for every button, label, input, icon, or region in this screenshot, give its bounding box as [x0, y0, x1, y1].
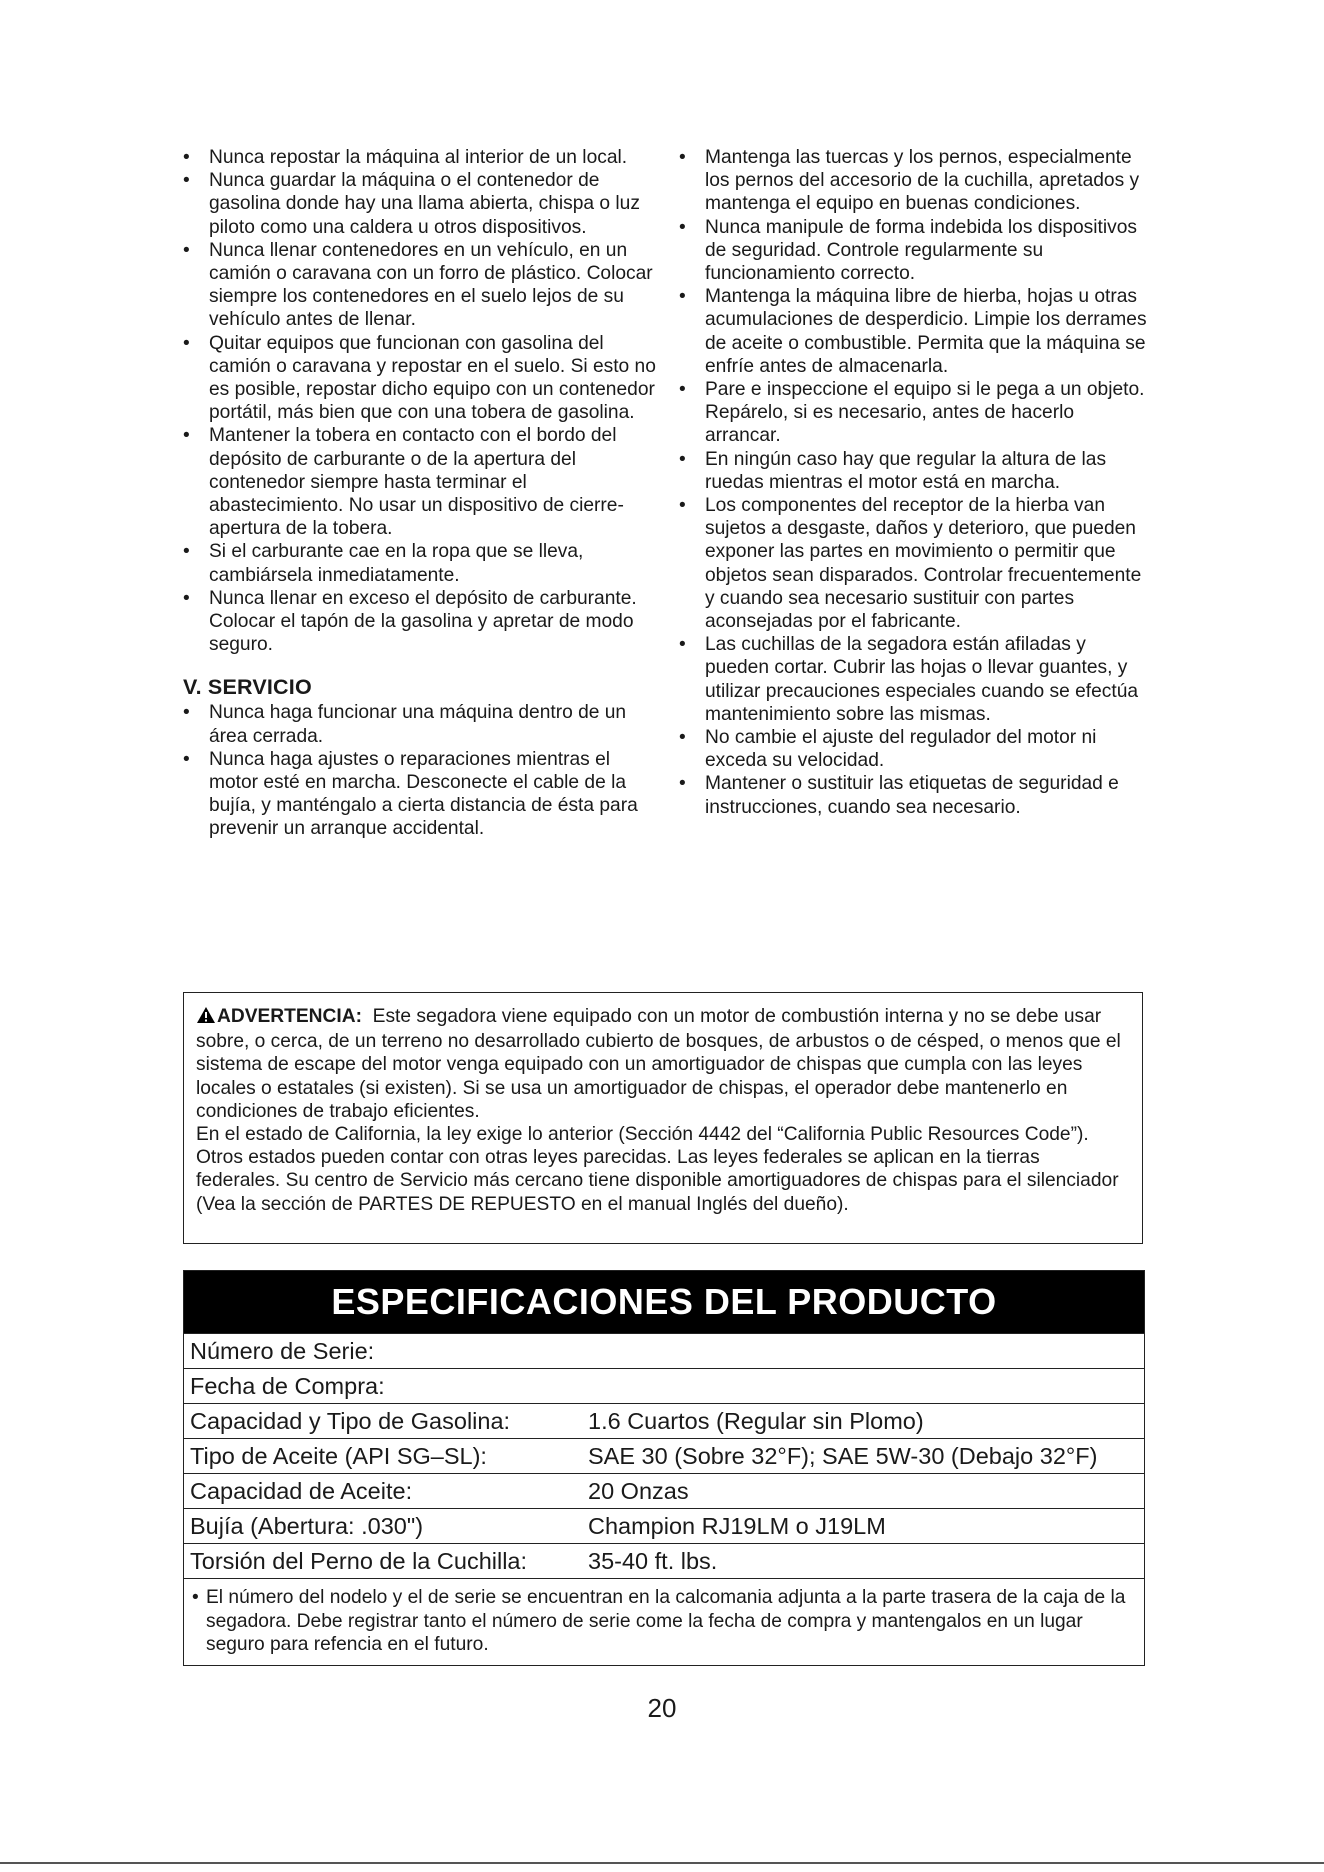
spec-label: Capacidad de Aceite: [190, 1478, 413, 1504]
list-item-text: Nunca guardar la máquina o el contenedor de gasolina donde hay una llama abierta, chispa o luz piloto como una caldera u otros dispositivos. [209, 170, 640, 238]
list-item [679, 285, 1149, 378]
table-row [184, 1368, 1144, 1403]
bullet-icon: • [192, 1587, 199, 1608]
list-item [183, 332, 658, 425]
warning-box [183, 992, 1143, 1244]
list-item-text: Nunca llenar en exceso el depósito de carburante. Colocar el tapón de la gasolina y apretar de modo seguro. [209, 587, 637, 656]
bullet-icon: • [183, 702, 190, 724]
spec-value: 1.6 Cuartos (Regular sin Plomo) [588, 1408, 924, 1434]
list-item [679, 633, 1149, 726]
list-item [679, 448, 1149, 494]
right-column [679, 146, 1149, 819]
bullet-icon: • [183, 425, 190, 447]
list-item [183, 424, 658, 540]
warning-text-1: Este segadora viene equipado con un motor de combustión interna y no se debe usar sobre, o cerca, de un terreno no desarrollado cubierto de bosques, de arbustos o de césped, o menos que el sistema de escape del motor venga equipado con un amortiguador de chispas que cumpla con las leyes locales o estatales (si existen). Si se usa un amortiguador de chispas, el operador debe mantenerlo en condiciones de trabajo eficientes. [196, 1006, 1121, 1122]
left-column [183, 146, 658, 841]
bullet-icon: • [183, 587, 190, 609]
warning-paragraph-1 [196, 1005, 1128, 1123]
bullet-icon: • [679, 773, 686, 795]
list-item-text: Las cuchillas de la segadora están afiladas y pueden cortar. Cubrir las hojas o llevar guantes, y utilizar precauciones especiales cuando se efectúa mantenimiento sobre las mismas. [705, 634, 1139, 725]
spec-label: Fecha de Compra: [190, 1373, 385, 1399]
list-item [183, 748, 658, 841]
list-item-text: Nunca repostar la máquina al interior de un local. [209, 147, 628, 168]
list-item [679, 146, 1149, 216]
warning-label: ADVERTENCIA: [217, 1006, 362, 1027]
table-row [184, 1403, 1144, 1438]
bullet-icon: • [679, 216, 686, 238]
page-number: 20 [647, 1693, 677, 1723]
list-item [183, 146, 658, 169]
list-item-text: Nunca llenar contenedores en un vehículo, en un camión o caravana con un forro de plástico. Colocar siempre los contenedores en el suelo lejos de su vehículo antes de llenar. [209, 239, 653, 331]
bullet-icon: • [679, 634, 686, 656]
table-row [184, 1333, 1144, 1368]
list-item-text: Mantenga la máquina libre de hierba, hojas u otras acumulaciones de desperdicio. Limpie los derrames de aceite o combustible. Permita que la máquina se enfríe antes de almacenarla. [705, 286, 1147, 377]
bullet-icon: • [183, 147, 190, 168]
list-item-text: Los componentes del receptor de la hierba van sujetos a desgaste, daños y deterioro, que pueden exponer las partes en movimiento o permitir que objetos sean disparados. Controlar frecuentemente y cuando sea necesario sustituir con partes aconsejadas por el fabricante. [705, 495, 1142, 633]
bullet-icon: • [679, 448, 686, 470]
list-item [183, 169, 658, 239]
spec-value: 20 Onzas [588, 1478, 689, 1504]
list-item-text: Nunca manipule de forma indebida los dispositivos de seguridad. Controle regularmente su funcionamiento correcto. [705, 216, 1137, 285]
list-item-text: Mantener la tobera en contacto con el bordo del depósito de carburante o de la apertura del contenedor siempre hasta terminar el abastecimiento. No usar un dispositivo de cierre-apertura de la tobera. [209, 425, 624, 540]
table-row [184, 1543, 1144, 1578]
specs-title: ESPECIFICACIONES DEL PRODUCTO [184, 1271, 1144, 1333]
list-item [679, 216, 1149, 286]
spec-value [588, 1334, 1144, 1368]
fueling-safety-list [183, 146, 658, 656]
list-item [679, 378, 1149, 448]
bullet-icon: • [679, 495, 686, 517]
bullet-icon: • [679, 286, 686, 308]
bullet-icon: • [679, 727, 686, 749]
spec-value: 35-40 ft. lbs. [588, 1548, 718, 1574]
list-item [679, 772, 1149, 818]
specs-note [184, 1578, 1144, 1665]
list-item [679, 726, 1149, 772]
bullet-icon: • [183, 541, 190, 563]
list-item-text: No cambie el ajuste del regulador del motor ni exceda su velocidad. [705, 727, 1097, 772]
bullet-icon: • [183, 332, 190, 354]
bullet-icon: • [183, 748, 190, 770]
servicio-list [183, 701, 658, 840]
list-item [679, 494, 1149, 633]
list-item-text: Pare e inspeccione el equipo si le pega a un objeto. Repárelo, si es necesario, antes de hacerlo arrancar. [705, 379, 1145, 447]
table-row [184, 1473, 1144, 1508]
maintenance-safety-list [679, 146, 1149, 819]
spec-label: Número de Serie: [190, 1338, 375, 1364]
spec-value: SAE 30 (Sobre 32°F); SAE 5W-30 (Debajo 32°F) [588, 1443, 1098, 1469]
specs-note-text: El número del nodelo y el de serie se encuentran en la calcomania adjunta a la parte trasera de la caja de la segadora. Debe registrar tanto el número de serie come la fecha de compra y mantengalos en un lugar seguro para refencia en el futuro. [206, 1587, 1126, 1655]
spec-label: Tipo de Aceite (API SG–SL): [190, 1443, 487, 1469]
warning-triangle-icon [196, 1006, 216, 1030]
list-item-text: Nunca haga ajustes o reparaciones mientras el motor esté en marcha. Desconecte el cable de la bujía, y manténgalo a cierta distancia de ésta para prevenir un arranque accidental. [209, 748, 638, 840]
list-item-text: Mantener o sustituir las etiquetas de seguridad e instrucciones, cuando sea necesario. [705, 773, 1119, 818]
product-specs-table [183, 1270, 1145, 1666]
list-item-text: Si el carburante cae en la ropa que se lleva, cambiársela inmediatamente. [209, 541, 584, 586]
spec-value: Champion RJ19LM o J19LM [588, 1513, 886, 1539]
spec-label: Bujía (Abertura: .030") [190, 1513, 424, 1539]
list-item [183, 239, 658, 332]
bullet-icon: • [679, 379, 686, 401]
list-item-text: Mantenga las tuercas y los pernos, especialmente los pernos del accesorio de la cuchilla, apretados y mantenga el equipo en buenas condiciones. [705, 147, 1140, 215]
table-row [184, 1508, 1144, 1543]
warning-paragraph-2: En el estado de California, la ley exige lo anterior (Sección 4442 del “California Public Resources Code”). Otros estados pueden contar con otras leyes parecidas. Las leyes federales se aplican en la tierras federales. Su centro de Servicio más cercano tiene disponible amortiguadores de chispas para el silenciador (Vea la sección de PARTES DE REPUESTO en el manual Inglés del dueño). [196, 1124, 1119, 1215]
spec-label: Torsión del Perno de la Cuchilla: [190, 1548, 528, 1574]
bullet-icon: • [183, 170, 190, 192]
spec-value [588, 1369, 1144, 1403]
list-item-text: Nunca haga funcionar una máquina dentro de un área cerrada. [209, 702, 627, 747]
bottom-rule [0, 1862, 1324, 1864]
bullet-icon: • [183, 239, 190, 261]
specs-rows [184, 1333, 1144, 1578]
spec-label: Capacidad y Tipo de Gasolina: [190, 1408, 511, 1434]
bullet-icon: • [679, 147, 686, 168]
list-item [183, 701, 658, 747]
section-title-servicio: V. SERVICIO [183, 675, 312, 700]
list-item [183, 587, 658, 657]
table-row [184, 1438, 1144, 1473]
list-item-text: En ningún caso hay que regular la altura de las ruedas mientras el motor está en marcha. [705, 448, 1107, 493]
list-item [183, 540, 658, 586]
list-item-text: Quitar equipos que funcionan con gasolina del camión o caravana y repostar en el suelo. Si esto no es posible, repostar dicho equipo con un contenedor portátil, más bien que con una tobera de gasolina. [209, 332, 656, 424]
